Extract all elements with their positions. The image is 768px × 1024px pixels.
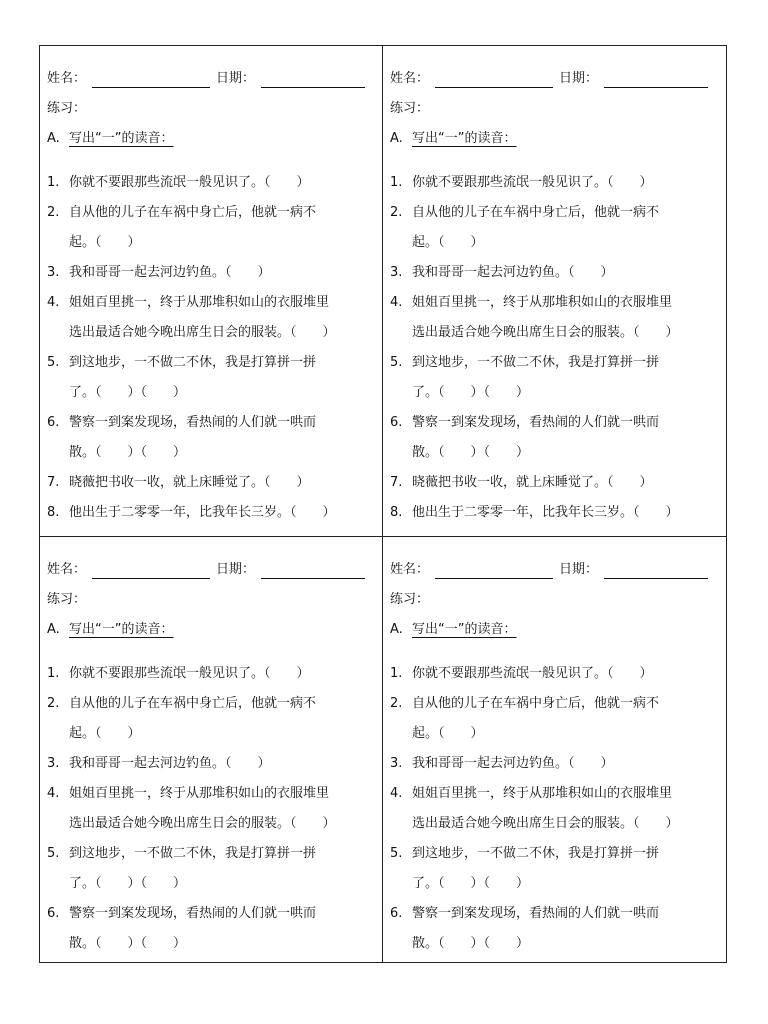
question-number: 1. — [47, 175, 60, 190]
question-number: 2. — [47, 696, 60, 711]
section-mark: A. — [47, 622, 60, 637]
question-list — [390, 659, 720, 959]
question-number: 4. — [47, 786, 60, 801]
section-heading — [47, 124, 376, 154]
question-number: 7. — [390, 475, 403, 490]
question-line: 散。（ ）（ ） — [412, 445, 530, 460]
section-title: 写出“一”的读音： — [412, 131, 517, 146]
question-item — [390, 348, 720, 408]
question-line: 我和哥哥一起去河边钓鱼。（ ） — [412, 756, 614, 771]
date-blank-line[interactable] — [604, 67, 708, 88]
question-item — [390, 689, 720, 749]
question-line: 选出最适合她今晚出席生日会的服装。（ ） — [69, 325, 336, 340]
question-line: 起。（ ） — [412, 726, 484, 741]
question-text — [69, 659, 310, 689]
question-line: 你就不要跟那些流氓一般见识了。（ ） — [69, 666, 310, 681]
question-item — [390, 288, 720, 348]
practice-label: 练习： — [390, 592, 430, 607]
date-blank-line[interactable] — [261, 67, 365, 88]
question-text — [69, 198, 316, 258]
question-number: 6. — [47, 415, 60, 430]
question-item — [390, 498, 720, 528]
question-line: 了。（ ）（ ） — [412, 385, 530, 400]
question-line: 自从他的儿子在车祸中身亡后，他就一病不 — [69, 205, 317, 220]
name-label: 姓名： — [390, 71, 430, 86]
question-item — [47, 168, 376, 198]
question-item — [390, 408, 720, 468]
date-label: 日期： — [216, 71, 256, 86]
section-title: 写出“一”的读音： — [412, 622, 517, 637]
practice-label: 练习： — [47, 101, 87, 116]
header-row — [47, 64, 376, 94]
question-item — [390, 168, 720, 198]
question-text — [412, 288, 679, 348]
practice-label: 练习： — [47, 592, 87, 607]
question-text — [412, 659, 653, 689]
question-item — [47, 779, 376, 839]
question-line: 我和哥哥一起去河边钓鱼。（ ） — [412, 265, 614, 280]
section-heading — [47, 615, 376, 645]
question-line: 警察一到案发现场，看热闹的人们就一哄而 — [69, 415, 317, 430]
question-line: 散。（ ）（ ） — [412, 936, 530, 951]
question-line: 自从他的儿子在车祸中身亡后，他就一病不 — [412, 696, 660, 711]
question-text — [69, 839, 316, 899]
question-item — [390, 258, 720, 288]
question-line: 到这地步，一不做二不休，我是打算拼一拼 — [412, 846, 660, 861]
question-text — [69, 749, 271, 779]
question-text — [69, 288, 336, 348]
question-text — [412, 899, 659, 959]
question-line: 到这地步，一不做二不休，我是打算拼一拼 — [69, 355, 317, 370]
question-line: 警察一到案发现场，看热闹的人们就一哄而 — [69, 906, 317, 921]
question-item — [47, 498, 376, 528]
question-line: 起。（ ） — [69, 235, 141, 250]
question-line: 自从他的儿子在车祸中身亡后，他就一病不 — [412, 205, 660, 220]
question-text — [69, 498, 336, 528]
question-line: 起。（ ） — [69, 726, 141, 741]
question-number: 6. — [390, 415, 403, 430]
spacer — [390, 645, 720, 659]
question-number: 3. — [47, 265, 60, 280]
name-blank-line[interactable] — [92, 67, 210, 88]
worksheet-copy-bottom-left — [40, 537, 382, 962]
date-label: 日期： — [216, 562, 256, 577]
question-line: 自从他的儿子在车祸中身亡后，他就一病不 — [69, 696, 317, 711]
section-mark: A. — [390, 622, 403, 637]
question-item — [47, 198, 376, 258]
question-number: 5. — [47, 846, 60, 861]
question-line: 警察一到案发现场，看热闹的人们就一哄而 — [412, 906, 660, 921]
question-number: 4. — [47, 295, 60, 310]
question-text — [412, 258, 614, 288]
question-line: 了。（ ）（ ） — [412, 876, 530, 891]
question-item — [47, 408, 376, 468]
question-line: 我和哥哥一起去河边钓鱼。（ ） — [69, 265, 271, 280]
question-line: 起。（ ） — [412, 235, 484, 250]
question-item — [47, 689, 376, 749]
question-text — [412, 498, 679, 528]
question-number: 2. — [47, 205, 60, 220]
question-number: 5. — [390, 846, 403, 861]
question-number: 7. — [47, 475, 60, 490]
question-number: 1. — [47, 666, 60, 681]
name-label: 姓名： — [390, 562, 430, 577]
question-line: 到这地步，一不做二不休，我是打算拼一拼 — [412, 355, 660, 370]
question-number: 6. — [390, 906, 403, 921]
question-text — [69, 168, 310, 198]
date-blank-line[interactable] — [604, 558, 708, 579]
question-line: 到这地步，一不做二不休，我是打算拼一拼 — [69, 846, 317, 861]
question-number: 4. — [390, 786, 403, 801]
question-line: 姐姐百里挑一，终于从那堆积如山的衣服堆里 — [412, 786, 673, 801]
question-line: 姐姐百里挑一，终于从那堆积如山的衣服堆里 — [69, 295, 330, 310]
question-number: 4. — [390, 295, 403, 310]
question-text — [412, 348, 659, 408]
question-text — [69, 348, 316, 408]
name-blank-line[interactable] — [92, 558, 210, 579]
question-item — [390, 839, 720, 899]
question-number: 5. — [390, 355, 403, 370]
question-line: 你就不要跟那些流氓一般见识了。（ ） — [412, 666, 653, 681]
question-text — [412, 779, 679, 839]
question-item — [390, 749, 720, 779]
section-mark: A. — [390, 131, 403, 146]
question-line: 姐姐百里挑一，终于从那堆积如山的衣服堆里 — [69, 786, 330, 801]
worksheet-copy-top-right — [383, 46, 726, 536]
name-label: 姓名： — [47, 71, 87, 86]
question-list — [47, 659, 376, 959]
question-line: 选出最适合她今晚出席生日会的服装。（ ） — [69, 816, 336, 831]
question-number: 8. — [390, 505, 403, 520]
question-number: 1. — [390, 666, 403, 681]
question-text — [412, 468, 653, 498]
question-line: 他出生于二零零一年，比我年长三岁。（ ） — [69, 505, 336, 520]
section-heading — [390, 124, 720, 154]
practice-label: 练习： — [390, 101, 430, 116]
question-item — [47, 899, 376, 959]
question-list — [47, 168, 376, 528]
question-item — [390, 659, 720, 689]
question-item — [47, 258, 376, 288]
question-item — [47, 659, 376, 689]
question-number: 3. — [47, 756, 60, 771]
name-label: 姓名： — [47, 562, 87, 577]
header-row — [47, 555, 376, 585]
question-text — [69, 468, 310, 498]
date-blank-line[interactable] — [261, 558, 365, 579]
question-text — [412, 749, 614, 779]
question-number: 3. — [390, 265, 403, 280]
question-item — [390, 899, 720, 959]
question-text — [69, 689, 316, 749]
name-blank-line[interactable] — [435, 558, 553, 579]
question-line: 他出生于二零零一年，比我年长三岁。（ ） — [412, 505, 679, 520]
question-text — [69, 779, 336, 839]
question-line: 散。（ ）（ ） — [69, 445, 187, 460]
question-item — [47, 468, 376, 498]
question-line: 了。（ ）（ ） — [69, 876, 187, 891]
header-row — [390, 64, 720, 94]
spacer — [47, 154, 376, 168]
question-line: 晓薇把书收一收，就上床睡觉了。（ ） — [412, 475, 653, 490]
question-line: 散。（ ）（ ） — [69, 936, 187, 951]
question-text — [69, 258, 271, 288]
question-number: 8. — [47, 505, 60, 520]
question-number: 3. — [390, 756, 403, 771]
worksheet-copy-top-left — [40, 46, 382, 536]
question-item — [47, 288, 376, 348]
question-item — [390, 198, 720, 258]
question-number: 2. — [390, 696, 403, 711]
section-heading — [390, 615, 720, 645]
question-item — [47, 348, 376, 408]
question-line: 选出最适合她今晚出席生日会的服装。（ ） — [412, 816, 679, 831]
header-row — [390, 555, 720, 585]
question-text — [69, 408, 316, 468]
question-list — [390, 168, 720, 528]
question-line: 晓薇把书收一收，就上床睡觉了。（ ） — [69, 475, 310, 490]
question-text — [412, 198, 659, 258]
question-item — [390, 779, 720, 839]
section-mark: A. — [47, 131, 60, 146]
question-line: 你就不要跟那些流氓一般见识了。（ ） — [412, 175, 653, 190]
worksheet-copy-bottom-right — [383, 537, 726, 962]
question-number: 1. — [390, 175, 403, 190]
question-text — [412, 839, 659, 899]
date-label: 日期： — [559, 562, 599, 577]
question-item — [47, 749, 376, 779]
question-text — [412, 168, 653, 198]
section-title: 写出“一”的读音： — [69, 622, 174, 637]
question-number: 6. — [47, 906, 60, 921]
question-number: 2. — [390, 205, 403, 220]
question-number: 5. — [47, 355, 60, 370]
question-line: 你就不要跟那些流氓一般见识了。（ ） — [69, 175, 310, 190]
question-line: 了。（ ）（ ） — [69, 385, 187, 400]
question-text — [412, 689, 659, 749]
name-blank-line[interactable] — [435, 67, 553, 88]
spacer — [390, 154, 720, 168]
question-item — [47, 839, 376, 899]
question-line: 我和哥哥一起去河边钓鱼。（ ） — [69, 756, 271, 771]
question-line: 姐姐百里挑一，终于从那堆积如山的衣服堆里 — [412, 295, 673, 310]
spacer — [47, 645, 376, 659]
question-line: 选出最适合她今晚出席生日会的服装。（ ） — [412, 325, 679, 340]
question-text — [412, 408, 659, 468]
question-text — [69, 899, 316, 959]
question-item — [390, 468, 720, 498]
section-title: 写出“一”的读音： — [69, 131, 174, 146]
question-line: 警察一到案发现场，看热闹的人们就一哄而 — [412, 415, 660, 430]
worksheet-sheet — [39, 45, 727, 963]
date-label: 日期： — [559, 71, 599, 86]
